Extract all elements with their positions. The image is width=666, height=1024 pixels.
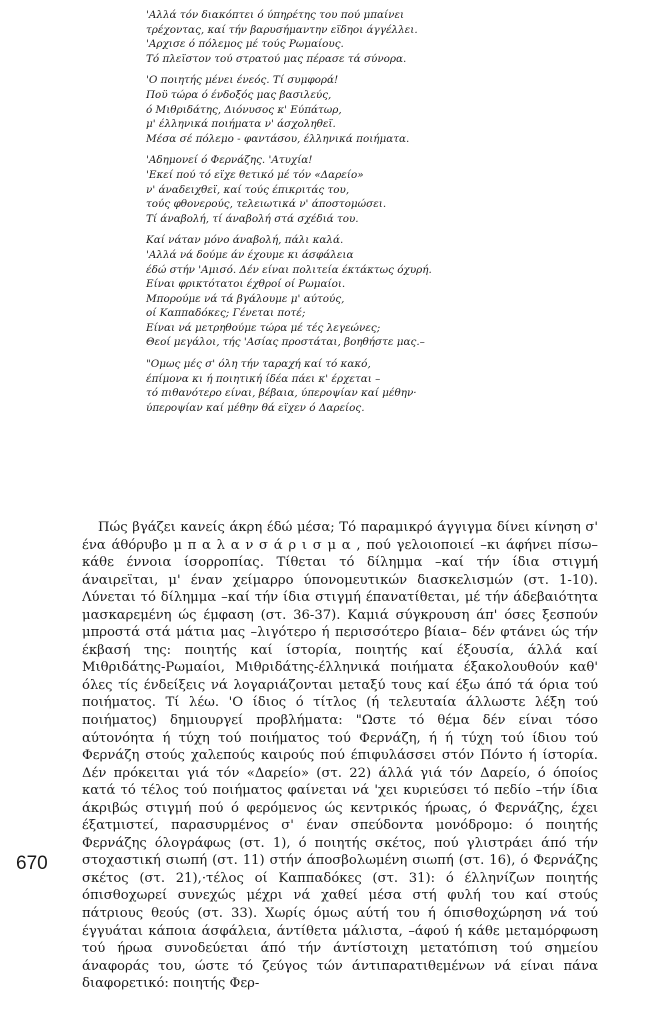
- poem-line: τούς φθονερούς, τελειωτικά ν' άποστομώσει.: [146, 198, 387, 211]
- poem-line: Ποϋ τώρα ό ένδοξός μας βασιλεύς,: [146, 88, 332, 101]
- poem-line: Είναι φρικτότατοι έχθροί οί Ρωμαίοι.: [146, 278, 346, 291]
- poem-line: ό Μιθριδάτης, Διόνυσος κ' Εύπάτωρ,: [146, 103, 342, 116]
- poem-excerpt: [146, 8, 586, 422]
- poem-line: Τί άναβολή, τί άναβολή στά σχέδιά του.: [146, 212, 359, 225]
- poem-line: Τό πλεϊστον τού στρατού μας πέρασε τά σύνορα.: [146, 52, 407, 65]
- poem-stanza-5: [146, 357, 586, 415]
- poem-line: Θεοί μεγάλοι, τής 'Ασίας προστάται, βοηθήστε μας.–: [146, 336, 425, 349]
- poem-line: ύπεροψίαν καί μέθην θά εϊχεν ό Δαρείος.: [146, 401, 365, 414]
- poem-line: Μπορούμε νά τά βγάλουμε μ' αύτούς,: [146, 292, 345, 305]
- poem-line: οί Καππαδόκες; Γένεται ποτέ;: [146, 307, 306, 320]
- poem-line: ν' άναδειχθεϊ, καί τούς έπικριτάς του,: [146, 183, 350, 196]
- poem-line: έπίμονα κι ή ποιητική ίδέα πάει κ' έρχεται –: [146, 372, 381, 385]
- poem-stanza-3: [146, 153, 586, 226]
- poem-line: μ' έλληνικά ποιήματα ν' άσχοληθεϊ.: [146, 118, 336, 131]
- poem-line: Είναι νά μετρηθούμε τώρα μέ τές λεγεώνες;: [146, 321, 381, 334]
- commentary-paragraph: Πώς βγάζει κανείς άκρη έδώ μέσα; Τό παραμικρό άγγιγμα δίνει κίνηση σ' ένα άθόρυβο μ π α λ α ν σ ά ρ ι σ μ α , πού γελοιοποιεί –κι άφήνει πίσω– κάθε έννοια ίσορροπίας. Τίθεται τό δίλημμα –καί τήν ίδια στιγμή άναιρεϊται, μ' έναν χείμαρρο ύπονομευτικών διασκελισμών (στ. 1-10). Λύνεται τό δίλημμα –καί τήν ίδια στιγμή έπανατίθεται, μέ τήν άδεβαιότητα μασκαρεμένη ώς έμφαση (στ. 36-37). Καμιά σύγκρουση άπ' όσες ξεσπούν μπροστά στά μάτια μας –λιγότερο ή περισσότερο βίαια– δέν φτάνει ώς τήν έκβασή της: ποιητής καί ίστορία, ποιητής καί έξουσία, άλλά καί Μιθριδάτης-Ρωμαίοι, Μιθριδάτης-έλληνικά ποιήματα έξακολουθούν καθ' όλες τίς ένδείξεις νά λογαριάζονται μεταξύ τους καί έξω άπό τά όρια τού ποιήματος. Τί λέω. 'Ο ίδιος ό τίτλος (ή τελευταία άλλωστε λέξη τού ποιήματος) δημιουργεί προβλήματα: "Ωστε τό θέμα δέν είναι τόσο αύτονόητα ή τύχη τού ποιήματος τού Φερνάζη, ή ή τύχη τού ίδιου τού Φερνάζη στούς χαλεπούς καιρούς πού έπιφυλάσσει στόν Πόντο ή ίστορία. Δέν πρόκειται γιά τόν «Δαρείο» (στ. 22) άλλά γιά τόν Δαρείο, ό όποίος κατά τό τέλος τού ποιήματος φαίνεται νά 'χει κυριεύσει τό πεδίο –τήν ίδια άκριβώς στιγμή πού ό φερόμενος ώς κεντρικός ήρωας, ό Φερνάζης, έχει έξατμιστεί, παρασυρμένος σ' έναν σπεύδοντα μονόδρομο: ό ποιητής Φερνάζης όλογράφως (στ. 1), ό ποιητής σκέτος, πού γλιστράει άπό τήν στοχαστική σιωπή (στ. 11) στήν άποσβολωμένη σιωπή (στ. 16), ό Φερνάζης σκέτος (στ. 21),·τέλος οί Καππαδόκες (στ. 31): ό έλληνίζων ποιητής όπισθοχωρεί συνεχώς μέχρι νά χαθεί μέσα στή φυλή του καί στούς πάτριους θεούς (στ. 33). Χωρίς όμως αύτή του ή όπισθοχώρηση νά τού έγγυάται κάποια άσφάλεια, άντίθετα μάλιστα, –άφού ή κάθε μεταμόρφωση τού ήρωα συνοδεύεται άπό τήν άντίστοιχη μετατόπιση τού σημείου άναφοράς του, ώστε τό ζεύγος τών άντιπαρατιθεμένων νά είναι πάνα διαφορετικό: ποιητής Φερ-: [82, 520, 598, 992]
- poem-line: Καί νάταν μόνο άναβολή, πάλι καλά.: [146, 234, 344, 247]
- poem-stanza-4: [146, 233, 586, 350]
- poem-line: 'Αλλά τόν διακόπτει ό ύπηρέτης του πού μπαίνει: [146, 9, 405, 21]
- poem-line: 'Αρχισε ό πόλεμος μέ τούς Ρωμαίους.: [146, 38, 344, 51]
- poem-stanza-2: [146, 73, 586, 146]
- poem-stanza-1: [146, 8, 586, 66]
- poem-line: 'Αδημονεί ό Φερνάζης. 'Ατυχία!: [146, 154, 313, 167]
- poem-line: τό πιθανότερο είναι, βέβαια, ύπεροψίαν καί μέθην·: [146, 387, 417, 400]
- poem-line: τρέχοντας, καί τήν βαρυσήμαντην εϊδηοι άγγέλλει.: [146, 23, 418, 36]
- poem-line: 'Ο ποιητής μένει ένεός. Τί συμφορά!: [146, 74, 339, 87]
- commentary-text: [82, 519, 598, 993]
- poem-line: 'Εκεί πού τό εϊχε θετικό μέ τόν «Δαρείο»: [146, 168, 364, 181]
- poem-line: "Ομως μές σ' όλη τήν ταραχή καί τό κακό,: [146, 358, 371, 371]
- page-number: 670: [16, 853, 48, 874]
- poem-line: Μέσα σέ πόλεμο - φαντάσου, έλληνικά ποιήματα.: [146, 132, 410, 145]
- poem-line: 'Αλλά νά δούμε άν έχουμε κι άσφάλεια: [146, 248, 354, 261]
- poem-line: έδώ στήν 'Αμισό. Δέν είναι πολιτεία έκτάκτως όχυρή.: [146, 263, 432, 276]
